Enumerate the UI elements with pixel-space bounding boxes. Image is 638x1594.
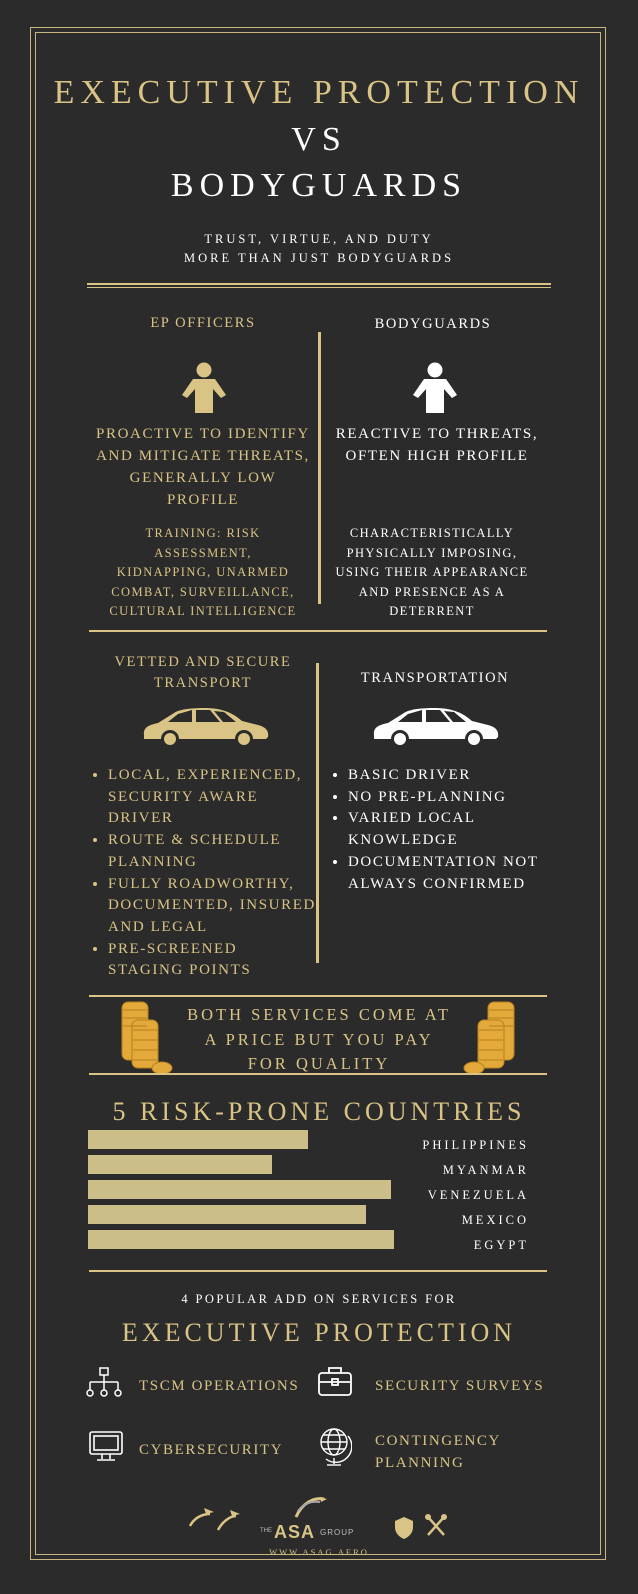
service-tscm: TSCM OPERATIONS — [139, 1378, 300, 1394]
divider-thin — [87, 287, 551, 288]
shield-icon — [393, 1515, 415, 1541]
addons-subtitle: 4 POPULAR ADD ON SERVICES FOR — [181, 1292, 457, 1306]
service-security-surveys: SECURITY SURVEYS — [375, 1378, 545, 1394]
tagline-1: TRUST, VIRTUE, AND DUTY — [204, 232, 434, 246]
risk-bar — [88, 1205, 366, 1224]
service-cybersecurity: CYBERSECURITY — [139, 1442, 284, 1458]
asa-group-logo: THE ASA GROUP — [260, 1522, 355, 1542]
country-label: VENEZUELA — [427, 1188, 529, 1202]
bodyguard-physical-text: CHARACTERISTICALLY PHYSICALLY IMPOSING, USING THEIR APPEARANCE AND PRESENCE AS A DETERRENT — [335, 526, 529, 618]
ep-officers-heading: EP OFFICERS — [150, 315, 256, 331]
list-item: • FULLY ROADWORTHY, DOCUMENTED, INSURED AND LEGAL — [108, 874, 316, 939]
crossed-tools-icon — [424, 1513, 448, 1539]
country-label: EGYPT — [473, 1238, 529, 1252]
country-label: PHILIPPINES — [422, 1138, 529, 1152]
divider — [89, 1073, 547, 1075]
transportation-heading: TRANSPORTATION — [360, 670, 510, 686]
title-line-2: VS — [291, 121, 347, 158]
asa-swoosh-icon — [294, 1495, 328, 1521]
risk-bar — [88, 1130, 308, 1149]
car-icon-white — [370, 705, 502, 749]
ep-training-text: TRAINING: RISK ASSESSMENT, KIDNAPPING, UNARMED COMBAT, SURVEILLANCE, CULTURAL INTELLIGENCE — [109, 526, 297, 618]
person-icon-gold — [180, 362, 228, 414]
list-item: • VARIED LOCAL KNOWLEDGE — [348, 808, 556, 851]
title-line-3: BODYGUARDS — [170, 167, 468, 204]
bodyguard-reactive-text: REACTIVE TO THREATS, OFTEN HIGH PROFILE — [335, 426, 539, 464]
transportation-list — [330, 765, 556, 895]
divider — [87, 283, 551, 285]
list-item: • NO PRE-PLANNING — [348, 787, 556, 809]
title-line-1: EXECUTIVE PROTECTION — [53, 74, 585, 111]
column-divider — [318, 332, 321, 604]
secure-transport-heading: VETTED AND SECURE TRANSPORT — [114, 654, 292, 691]
service-contingency-planning: CONTINGENCY PLANNING — [375, 1433, 501, 1471]
car-icon-gold — [140, 705, 272, 749]
secure-transport-list — [90, 765, 316, 982]
price-message: BOTH SERVICES COME AT A PRICE BUT YOU PAY FOR QUALITY — [187, 1005, 451, 1073]
coins-icon-left — [118, 1000, 174, 1076]
divider — [89, 630, 547, 632]
addons-title: EXECUTIVE PROTECTION — [121, 1318, 517, 1347]
risk-bar — [88, 1230, 394, 1249]
list-item: • PRE-SCREENED STAGING POINTS — [108, 939, 316, 982]
globe-icon — [318, 1426, 352, 1468]
coins-icon-right — [462, 1000, 518, 1076]
list-item: • BASIC DRIVER — [348, 765, 556, 787]
aviation-logo-icons — [186, 1500, 244, 1534]
list-item: • LOCAL, EXPERIENCED, SECURITY AWARE DRIVER — [108, 765, 316, 830]
country-label: MEXICO — [461, 1213, 529, 1227]
tagline-2: MORE THAN JUST BODYGUARDS — [183, 251, 455, 265]
network-icon — [86, 1367, 122, 1397]
list-item: • DOCUMENTATION NOT ALWAYS CONFIRMED — [348, 852, 556, 895]
country-label: MYANMAR — [442, 1163, 529, 1177]
list-item: • ROUTE & SCHEDULE PLANNING — [108, 830, 316, 873]
divider — [89, 995, 547, 997]
divider — [89, 1270, 547, 1272]
risk-bar — [88, 1180, 391, 1199]
monitor-icon — [88, 1430, 124, 1462]
column-divider — [316, 663, 319, 963]
website-url: WWW.ASAG.AERO — [269, 1547, 369, 1557]
risk-title: 5 RISK-PRONE COUNTRIES — [112, 1097, 526, 1126]
briefcase-icon — [317, 1365, 353, 1397]
risk-bar — [88, 1155, 272, 1174]
ep-proactive-text: PROACTIVE TO IDENTIFY AND MITIGATE THREATS, GENERALLY LOW PROFILE — [96, 426, 310, 508]
bodyguards-heading: BODYGUARDS — [374, 316, 492, 332]
person-icon-white — [411, 362, 459, 414]
